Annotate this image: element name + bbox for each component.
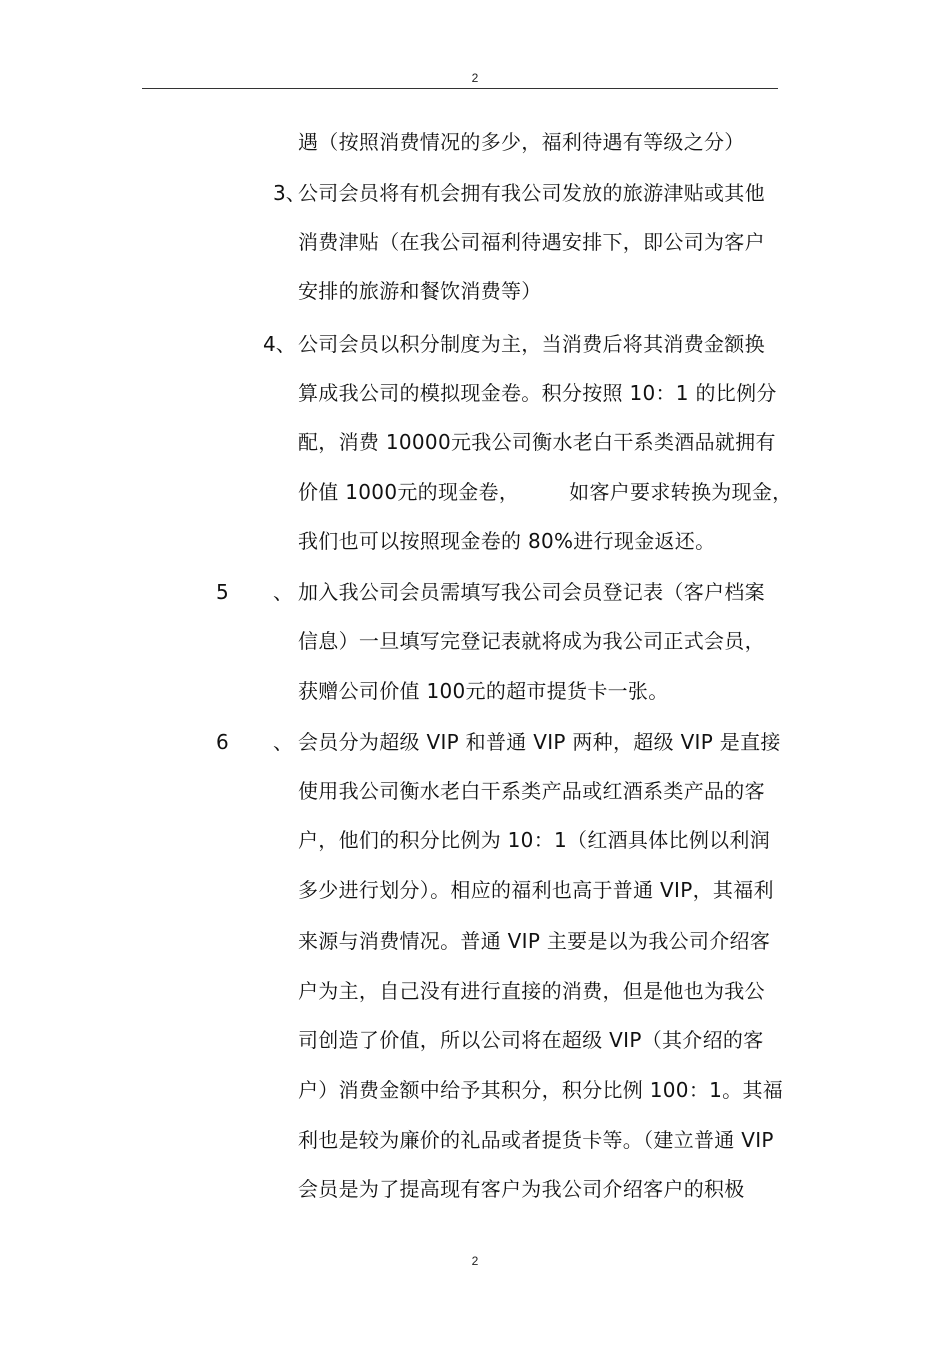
list-marker-4: 4、: [263, 332, 296, 356]
header-rule: [142, 88, 778, 89]
text-line: 多少进行划分）。相应的福利也高于普通 VIP，其福利: [298, 878, 774, 902]
text-line: 公司会员以积分制度为主，当消费后将其消费金额换: [298, 332, 765, 356]
page-number-top: 2: [471, 71, 479, 85]
list-marker-suffix: 、: [273, 730, 293, 754]
text-line: 安排的旅游和餐饮消费等）: [298, 279, 542, 303]
text-line: 来源与消费情况。普通 VIP 主要是以为我公司介绍客: [298, 929, 771, 953]
text-line: [298, 480, 792, 504]
text-line: 司创造了价值，所以公司将在超级 VIP（其介绍的客: [298, 1028, 764, 1052]
list-marker-3: 3、: [273, 181, 306, 205]
text-line: 户，他们的积分比例为 10：1（红酒具体比例以利润: [298, 828, 771, 852]
text-line: 户为主，自己没有进行直接的消费，但是他也为我公: [298, 979, 765, 1003]
text-line: 配，消费 10000元我公司衡水老白干系类酒品就拥有: [298, 430, 776, 454]
text-line: 遇（按照消费情况的多少，福利待遇有等级之分）: [298, 130, 745, 154]
text-line: 信息）一旦填写完登记表就将成为我公司正式会员，: [298, 629, 765, 653]
text-line: 算成我公司的模拟现金卷。积分按照 10：1 的比例分: [298, 381, 777, 405]
list-marker-5: 5: [216, 580, 229, 604]
text-segment: 如客户要求转换为现金，: [569, 480, 793, 504]
list-marker-suffix: 、: [273, 580, 293, 604]
text-line: 利也是较为廉价的礼品或者提货卡等。（建立普通 VIP: [298, 1128, 774, 1152]
text-line: 我们也可以按照现金卷的 80%进行现金返还。: [298, 529, 716, 553]
text-line: 户）消费金额中给予其积分，积分比例 100：1。其福: [298, 1078, 784, 1102]
text-line: 加入我公司会员需填写我公司会员登记表（客户档案: [298, 580, 765, 604]
text-segment: 价值 1000元的现金卷，: [298, 480, 520, 504]
text-line: 会员是为了提高现有客户为我公司介绍客户的积极: [298, 1177, 745, 1201]
text-line: 获赠公司价值 100元的超市提货卡一张。: [298, 679, 669, 703]
text-line: 公司会员将有机会拥有我公司发放的旅游津贴或其他: [298, 181, 765, 205]
list-marker-6: 6: [216, 730, 229, 754]
page-number-bottom: 2: [471, 1254, 479, 1268]
text-line: 会员分为超级 VIP 和普通 VIP 两种，超级 VIP 是直接: [298, 730, 781, 754]
text-line: 消费津贴（在我公司福利待遇安排下，即公司为客户: [298, 230, 765, 254]
text-line: 使用我公司衡水老白干系类产品或红酒系类产品的客: [298, 779, 765, 803]
